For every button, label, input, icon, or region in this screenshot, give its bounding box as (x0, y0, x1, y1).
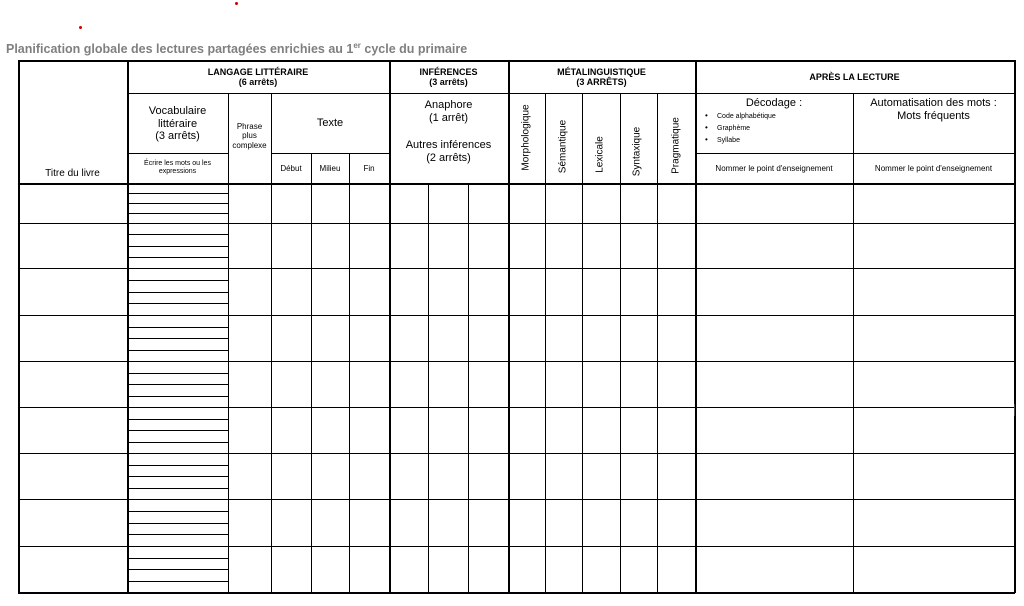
grid-line (127, 465, 228, 466)
grid-line (1014, 60, 1016, 593)
grid-line (127, 419, 228, 420)
header-ecrire-les-mots: Écrire les mots ou les expressions (144, 159, 211, 175)
header-autres-inferences: Autres inférences (2 arrêts) (405, 139, 492, 164)
grid-line (695, 153, 1014, 154)
header-langage-litteraire: LANGAGE LITTÉRAIRE (6 arrêts) (207, 66, 309, 87)
header-phrase-plus-complexe: Phrase plus complexe (232, 122, 267, 150)
header-texte: Texte (316, 116, 344, 129)
header-anaphore: Anaphore (1 arrêt) (424, 99, 473, 124)
grid-line (127, 280, 228, 281)
grid-line (18, 361, 1015, 362)
header-debut: Début (280, 164, 302, 174)
grid-line (127, 292, 228, 293)
grid-line (18, 499, 1015, 500)
grid-line (127, 569, 228, 570)
grid-line (127, 396, 228, 397)
page-title: Planification globale des lectures partagées enrichies au 1er cycle du primaire (6, 41, 468, 57)
grid-line (127, 246, 228, 247)
grid-line (127, 558, 228, 559)
header-vocabulaire-litteraire: Vocabulaire littéraire (3 arrêts) (148, 105, 207, 143)
grid-line (127, 350, 228, 351)
grid-line (127, 327, 228, 328)
header-automatisation-des-mots: Automatisation des mots : Mots fréquents (870, 97, 997, 122)
grid-line (127, 213, 228, 214)
grid-line (18, 407, 1015, 408)
header-metalinguistique: MÉTALINGUISTIQUE (3 ARRÊTS) (557, 66, 646, 87)
grid-line (695, 60, 697, 593)
header-decodage: Décodage : (745, 96, 803, 109)
grid-line (127, 193, 228, 194)
grid-line (271, 153, 389, 154)
grid-line (620, 93, 621, 592)
header-lexicale: Lexicale (594, 136, 606, 173)
header-fin: Fin (363, 164, 375, 174)
header-milieu: Milieu (319, 164, 341, 174)
grid-line (127, 523, 228, 524)
grid-line (127, 338, 228, 339)
grid-line (18, 60, 20, 593)
header-semantique: Sémantique (557, 119, 569, 174)
header-morphologique: Morphologique (520, 104, 532, 171)
grid-line (127, 234, 228, 235)
grid-line (18, 315, 1015, 316)
grid-line (18, 453, 1015, 454)
grid-line (127, 581, 228, 582)
grid-line (311, 153, 312, 592)
grid-line (127, 511, 228, 512)
header-pragmatique: Pragmatique (670, 117, 682, 174)
header-apres-la-lecture: APRÈS LA LECTURE (809, 71, 900, 82)
grid-line (18, 183, 1015, 185)
text-cursor (1014, 404, 1015, 416)
grid-line (127, 203, 228, 204)
header-nommer-decodage: Nommer le point d'enseignement (715, 164, 833, 174)
decodage-bullet-list (705, 110, 776, 146)
grid-line (18, 546, 1015, 547)
grid-line (127, 488, 228, 489)
header-inferences: INFÉRENCES (3 arrêts) (419, 66, 478, 87)
grid-line (127, 476, 228, 477)
grid-line (127, 534, 228, 535)
grid-line (228, 93, 229, 592)
bullet-grapheme: • Graphème (705, 122, 776, 134)
grid-line (127, 373, 228, 374)
grid-line (468, 183, 469, 592)
grid-line (18, 268, 1015, 269)
grid-line (545, 93, 546, 592)
header-syntaxique: Syntaxique (631, 126, 643, 177)
grid-line (349, 153, 350, 592)
grid-line (127, 442, 228, 443)
bullet-syllabe: • Syllabe (705, 134, 776, 146)
grid-line (127, 430, 228, 431)
grid-line (508, 60, 510, 593)
grid-line (127, 257, 228, 258)
grid-line (582, 93, 583, 592)
grid-line (127, 303, 228, 304)
grid-line (18, 592, 1015, 594)
grid-line (127, 384, 228, 385)
grid-line (18, 223, 1015, 224)
grid-line (127, 93, 1014, 94)
header-titre-du-livre: Titre du livre (45, 168, 100, 180)
grid-line (428, 183, 429, 592)
grid-line (657, 93, 658, 592)
bullet-code-alphabetique: • Code alphabétique (705, 110, 776, 122)
header-nommer-automatisation: Nommer le point d'enseignement (874, 164, 993, 174)
